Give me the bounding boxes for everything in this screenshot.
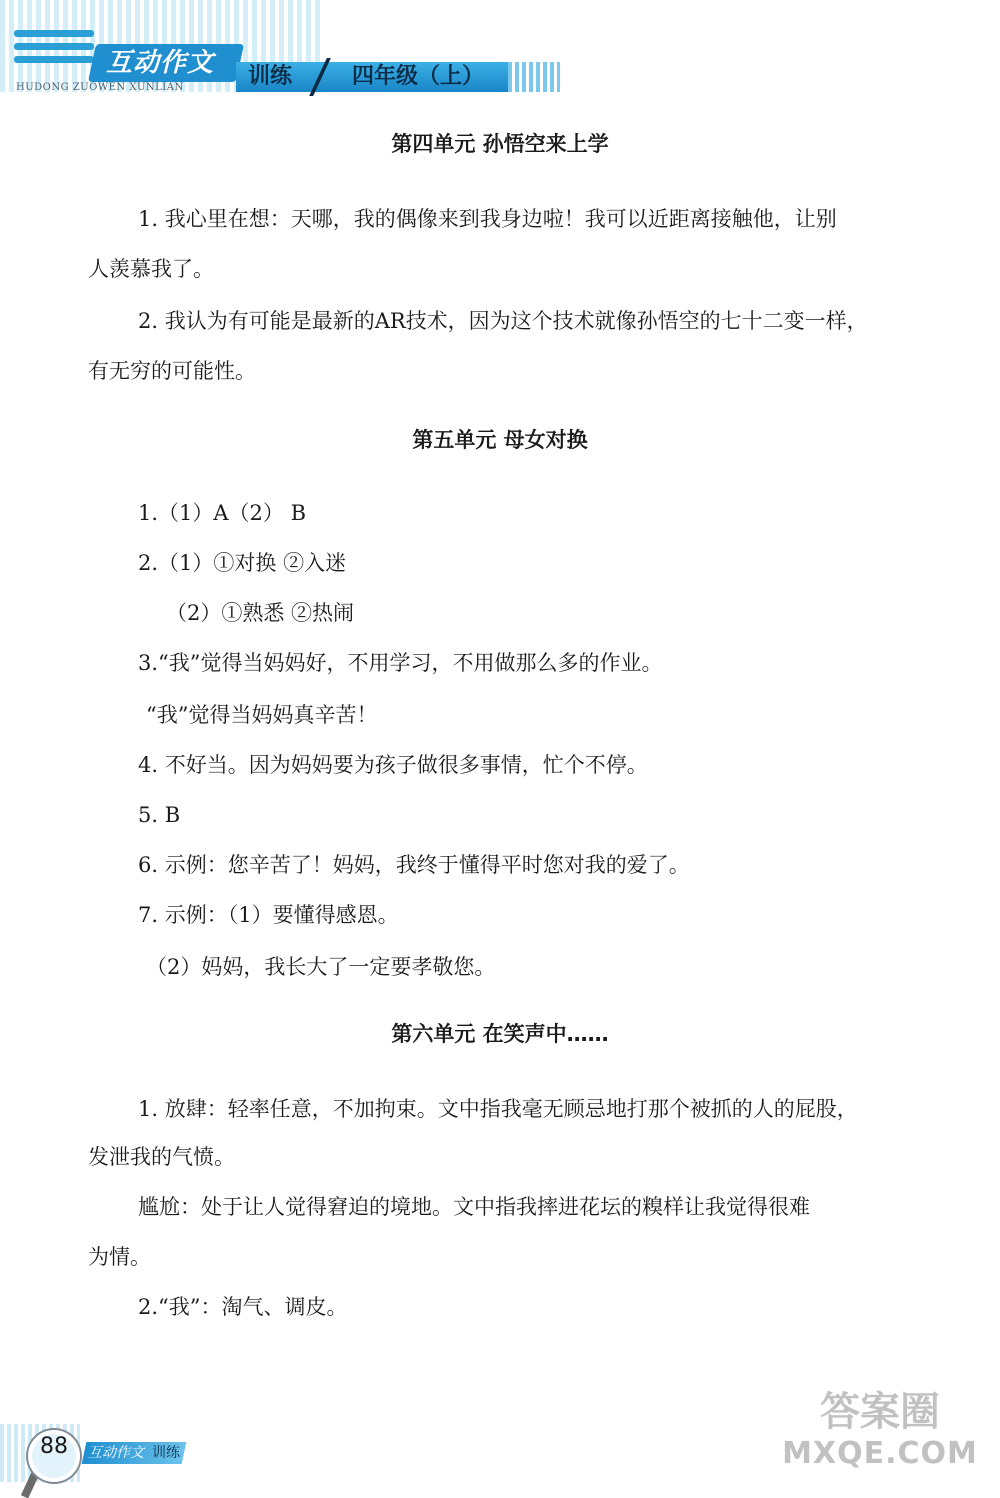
page-footer xyxy=(0,1420,260,1486)
unit5-line: 3.“我”觉得当妈妈好，不用学习，不用做那么多的作业。 xyxy=(138,651,663,675)
unit5-line: 7. 示例：（1）要懂得感恩。 xyxy=(138,903,399,927)
unit5-line: 4. 不好当。因为妈妈要为孩子做很多事情，忙个不停。 xyxy=(138,753,648,777)
unit5-heading: 第五单元 母女对换 xyxy=(412,428,588,452)
unit4-line: 有无穷的可能性。 xyxy=(88,359,256,383)
header-pinyin: HUDONG ZUOWEN XUNLIAN xyxy=(16,82,184,93)
unit6-line: 发泄我的气愤。 xyxy=(88,1145,235,1169)
footer-book-title: 互动作文 xyxy=(88,1445,144,1461)
unit4-line: 人羡慕我了。 xyxy=(88,257,214,281)
book-logo-icon xyxy=(14,30,94,80)
watermark-bottom-text: MXQE.COM xyxy=(782,1436,978,1471)
unit5-line: （2）妈妈，我长大了一定要孝敬您。 xyxy=(146,955,496,979)
unit5-line: 2.（1）①对换 ②入迷 xyxy=(138,551,347,575)
page-header xyxy=(0,0,560,100)
unit6-line: 尴尬：处于让人觉得窘迫的境地。文中指我摔进花坛的糗样让我觉得很难 xyxy=(138,1195,810,1219)
unit6-heading: 第六单元 在笑声中…… xyxy=(391,1022,609,1046)
unit5-line: “我”觉得当妈妈真辛苦！ xyxy=(146,703,378,727)
watermark-logo xyxy=(770,1380,990,1480)
header-train-label: 训练 xyxy=(248,64,293,89)
unit4-line: 2. 我认为有可能是最新的AR技术，因为这个技术就像孙悟空的七十二变一样， xyxy=(138,309,868,333)
unit6-line: 为情。 xyxy=(88,1245,151,1269)
grade-label: 四年级（上） xyxy=(352,64,485,89)
unit6-line: 1. 放肆：轻率任意，不加拘束。文中指我毫无顾忌地打那个被抓的人的屁股， xyxy=(138,1097,858,1121)
unit4-heading: 第四单元 孙悟空来上学 xyxy=(391,132,609,156)
unit5-line: （2）①熟悉 ②热闹 xyxy=(166,601,355,625)
footer-train-label: 训练 xyxy=(152,1445,180,1461)
unit5-line: 5. B xyxy=(138,803,181,827)
page-number: 88 xyxy=(40,1434,68,1459)
unit5-line: 1.（1）A（2） B xyxy=(138,501,307,525)
unit6-line: 2.“我”：淘气、调皮。 xyxy=(138,1295,348,1319)
unit4-line: 1. 我心里在想：天哪，我的偶像来到我身边啦！我可以近距离接触他，让别 xyxy=(138,207,837,231)
book-title: 互动作文 xyxy=(106,48,215,78)
header-bar-end-decoration xyxy=(508,62,560,92)
watermark-top-text: 答案圈 xyxy=(820,1389,940,1435)
unit5-line: 6. 示例：您辛苦了！妈妈，我终于懂得平时您对我的爱了。 xyxy=(138,853,690,877)
